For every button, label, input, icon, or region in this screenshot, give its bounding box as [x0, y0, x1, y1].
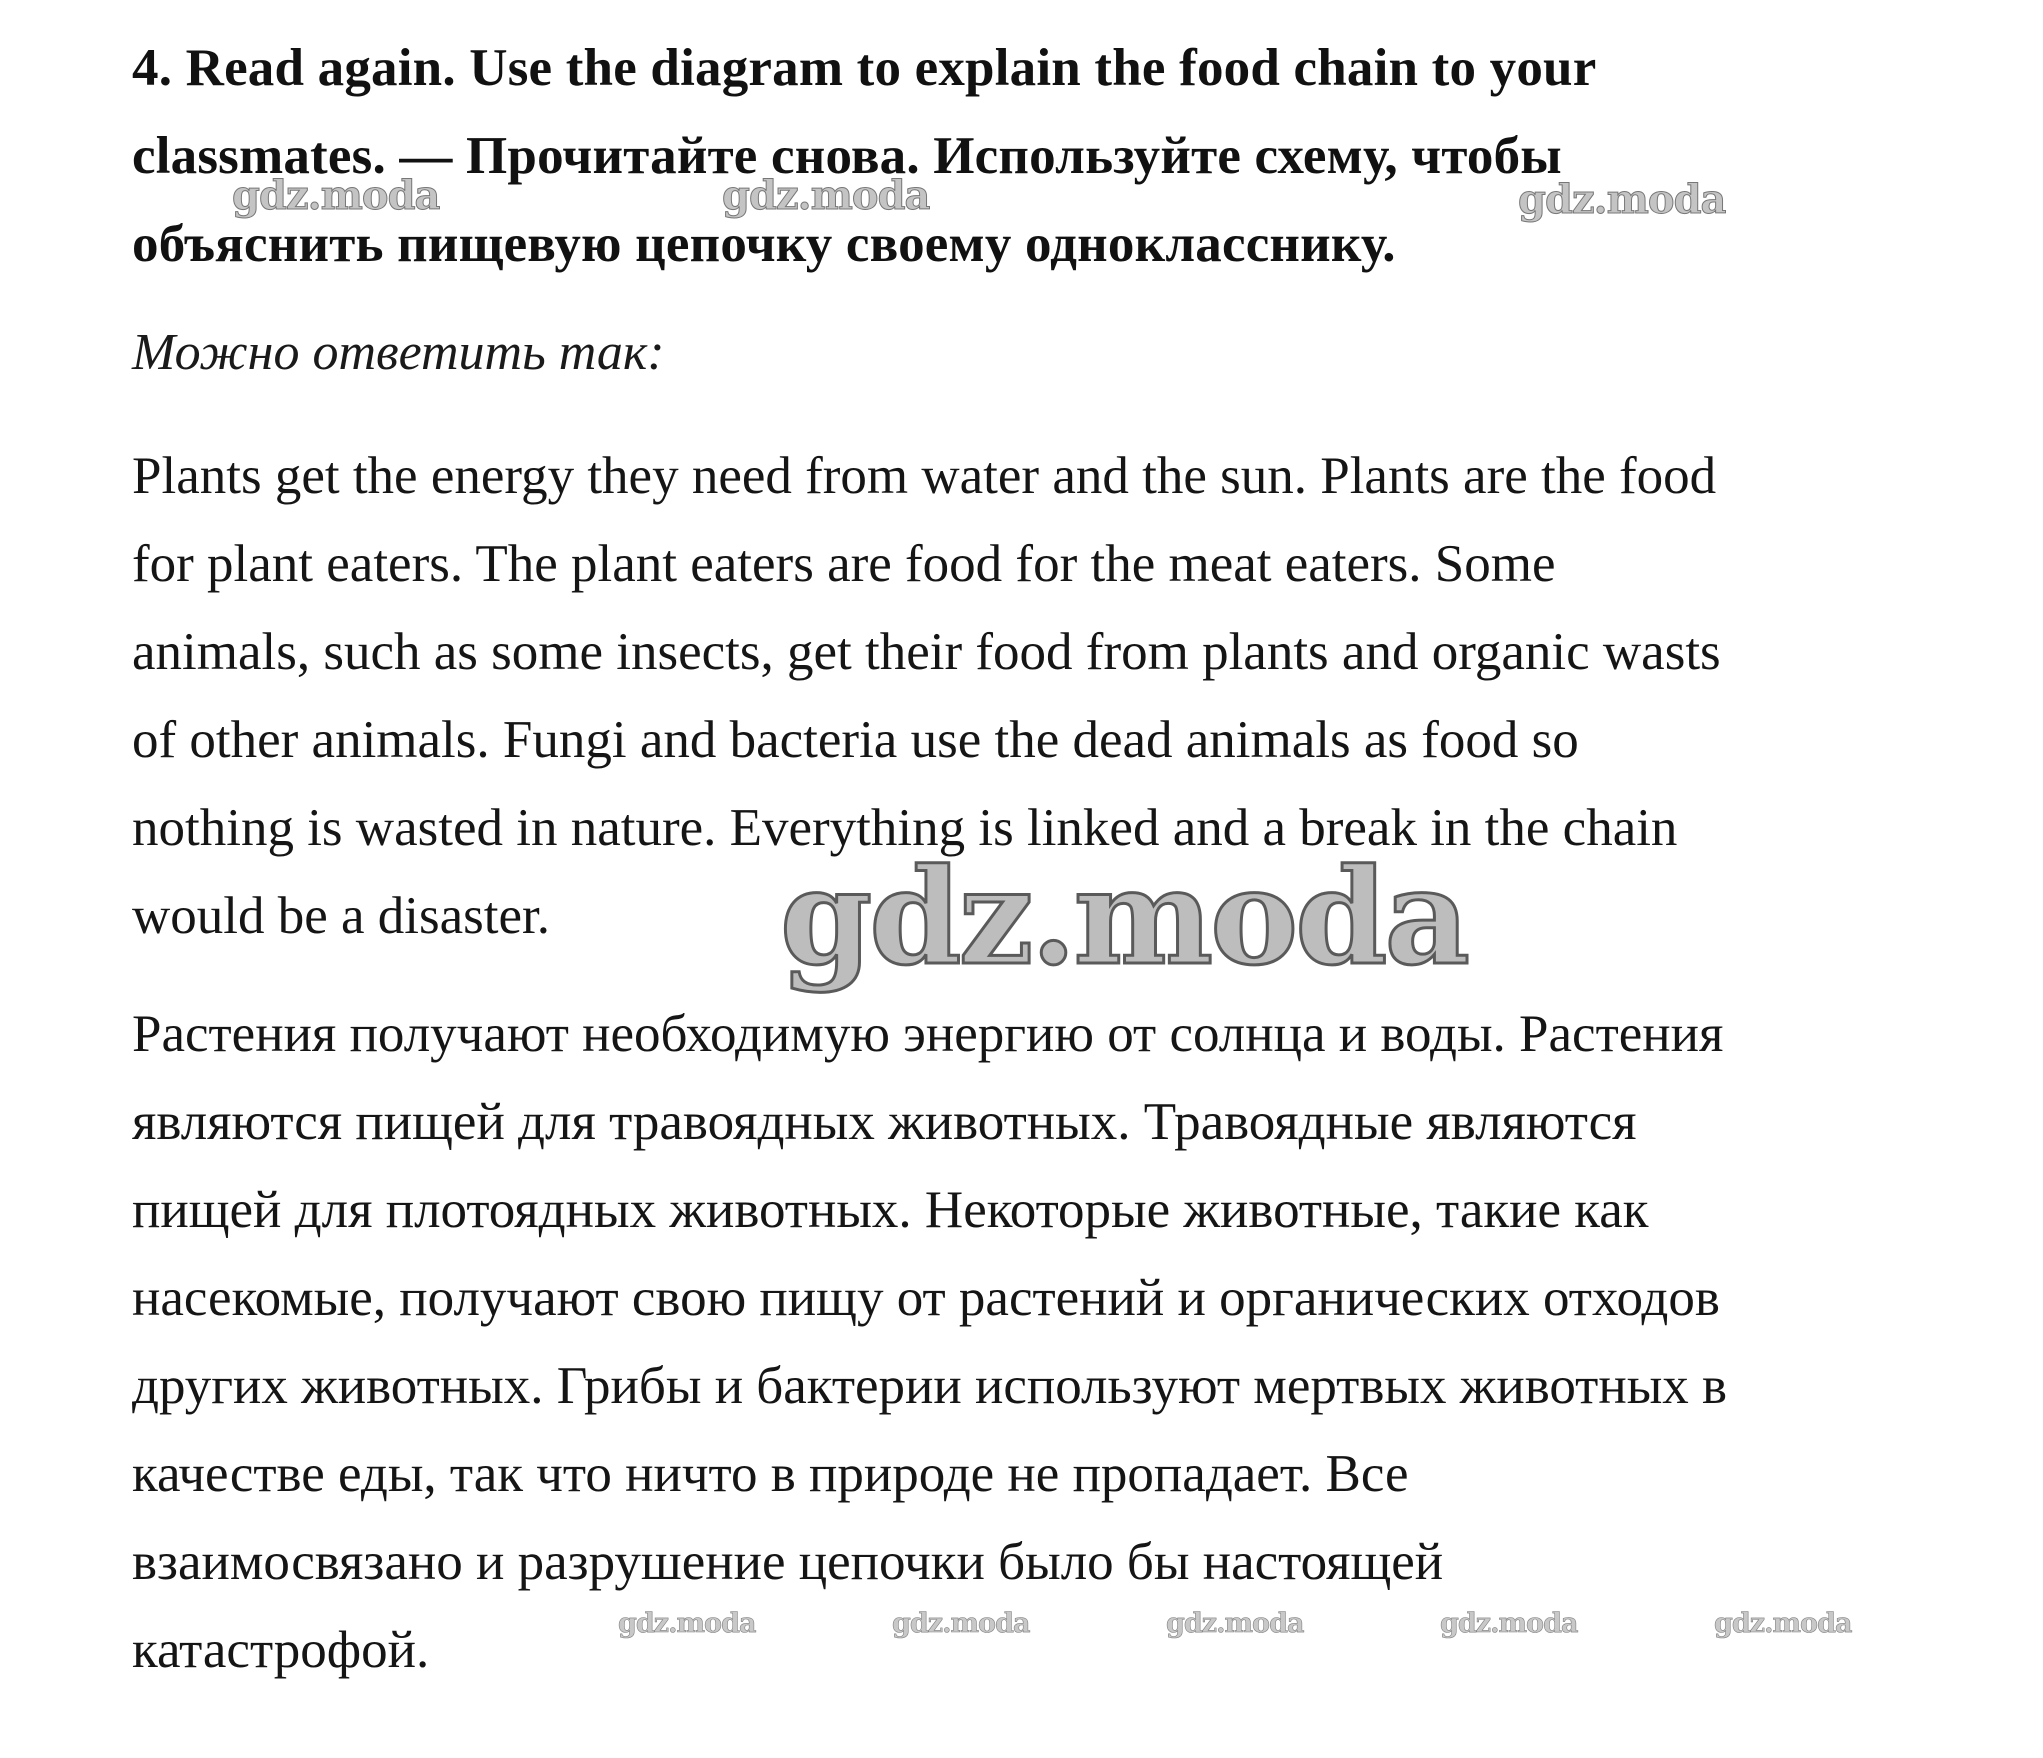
paragraph-line: for plant eaters. The plant eaters are food for the meat eaters. Some [132, 535, 1556, 593]
watermark: gdz.moda [232, 172, 440, 219]
paragraph-line: nothing is wasted in nature. Everything is linked and a break in the chain [132, 799, 1678, 857]
paragraph-line: являются пищей для травоядных животных. Травоядные являются [132, 1093, 1637, 1151]
heading-line: объяснить пищевую цепочку своему однокласснику. [132, 215, 1396, 273]
paragraph-line: animals, such as some insects, get their food from plants and organic wasts [132, 623, 1721, 681]
watermark: gdz.moda [722, 172, 930, 219]
paragraph-line: качестве еды, так что ничто в природе не пропадает. Все [132, 1445, 1409, 1503]
watermark: gdz.moda [1166, 1608, 1304, 1639]
watermark: gdz.moda [780, 840, 1468, 995]
watermark: gdz.moda [1440, 1608, 1578, 1639]
paragraph-line: других животных. Грибы и бактерии используют мертвых животных в [132, 1357, 1728, 1415]
paragraph-line: of other animals. Fungi and bacteria use the dead animals as food so [132, 711, 1579, 769]
paragraph-line: катастрофой. [132, 1621, 430, 1679]
paragraph-line: пищей для плотоядных животных. Некоторые животные, такие как [132, 1181, 1649, 1239]
watermark: gdz.moda [1518, 176, 1726, 223]
russian-translation-paragraph [132, 990, 1932, 1694]
paragraph-line: Plants get the energy they need from water and the sun. Plants are the food [132, 447, 1717, 505]
heading-line: 4. Read again. Use the diagram to explain the food chain to your [132, 39, 1597, 97]
paragraph-line: взаимосвязано и разрушение цепочки было бы настоящей [132, 1533, 1444, 1591]
watermark: gdz.moda [892, 1608, 1030, 1639]
paragraph-line: насекомые, получают свою пищу от растений и органических отходов [132, 1269, 1720, 1327]
paragraph-line: Растения получают необходимую энергию от солнца и воды. Растения [132, 1005, 1724, 1063]
watermark: gdz.moda [618, 1608, 756, 1639]
watermark: gdz.moda [1714, 1608, 1852, 1639]
paragraph-line: would be a disaster. [132, 887, 551, 945]
heading-line: classmates. — Прочитайте снова. Используйте схему, чтобы [132, 127, 1562, 185]
answer-intro: Можно ответить так: [132, 324, 665, 381]
task-heading [132, 24, 1832, 288]
